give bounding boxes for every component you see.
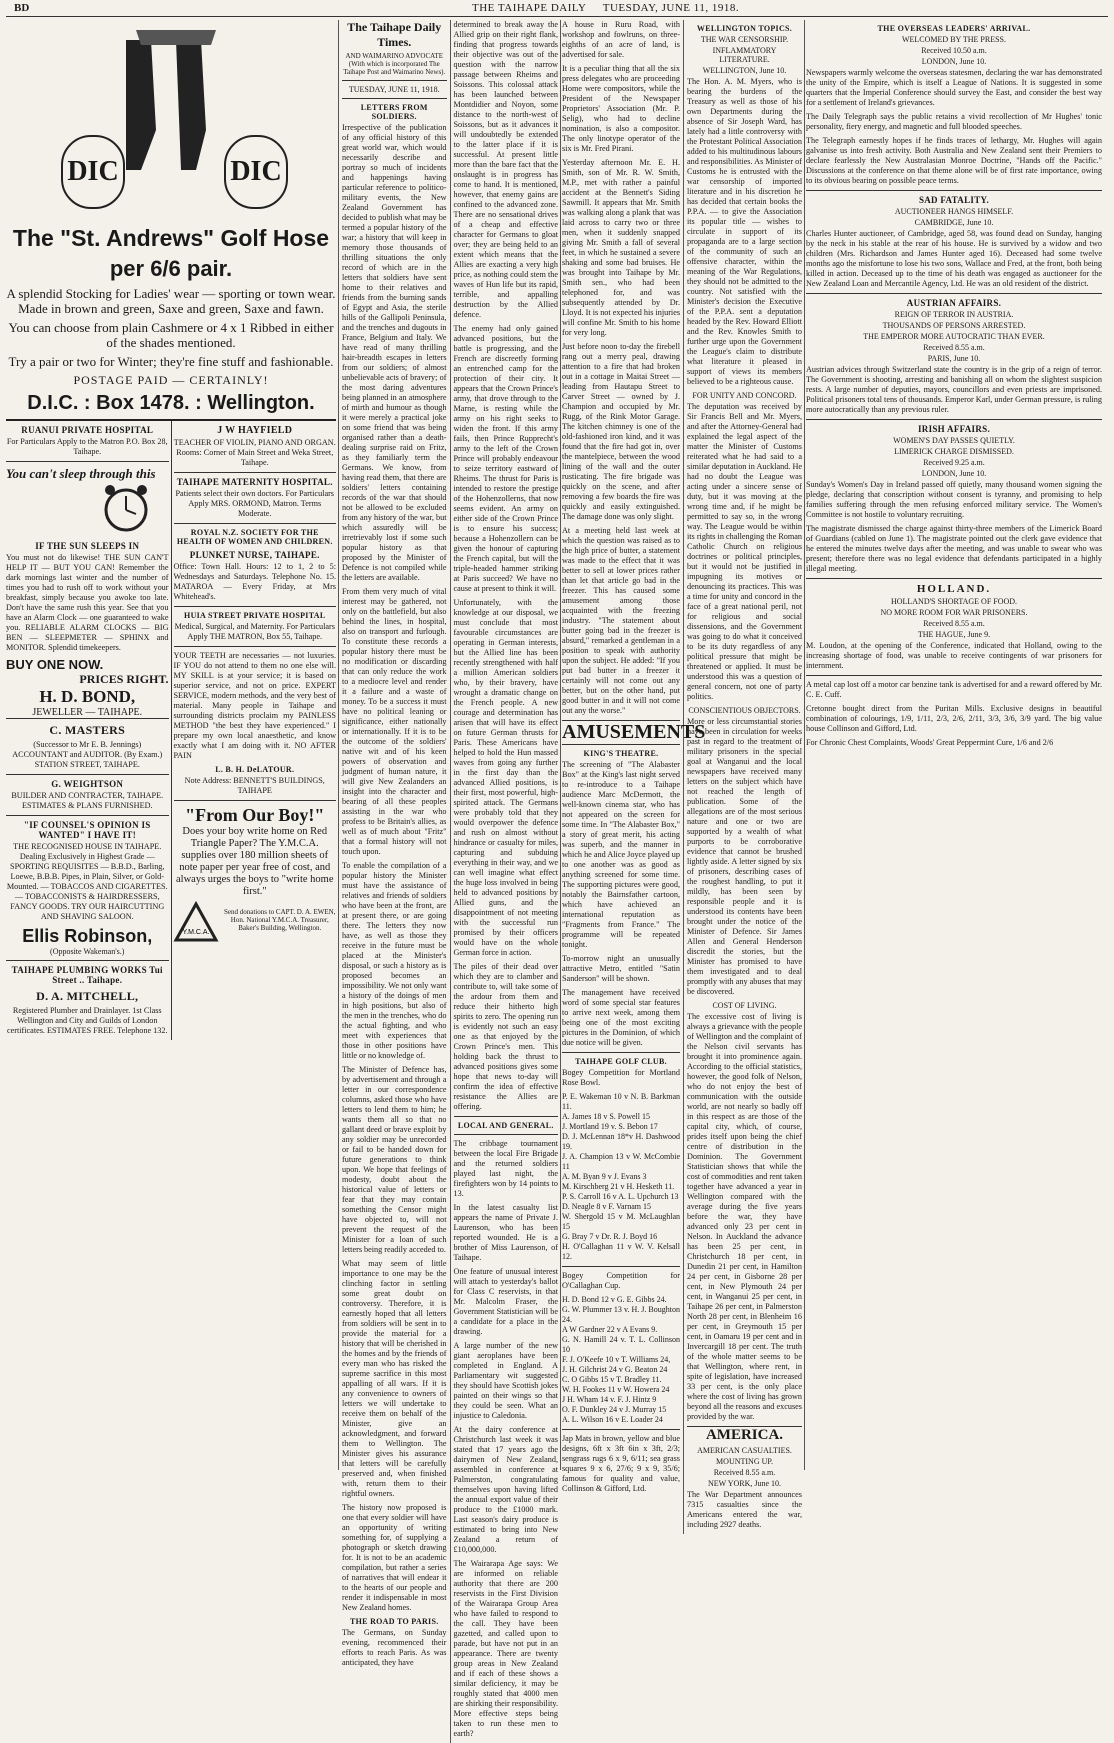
overseas-sub: WELCOMED BY THE PRESS. (901, 35, 1006, 44)
holland-sub-2: NO MORE ROOM FOR WAR PRISONERS. (880, 608, 1028, 617)
irish-p2: The magistrate dismissed the charge against thirty-three members of the Limerick Board of Guardians (cabled on June 1). The magistrate pointed out the clerk gave evidence that he entered the minutes twelve days after the meeting, and was unable to swear who was present; therefore there was no legal evidence that defendants participated in a highly illegal meeting. (806, 524, 1102, 573)
editorial-right (451, 20, 559, 1743)
counsel-heading: "IF COUNSEL'S OPINION IS WANTED" I HAVE IT! (23, 820, 151, 840)
huia-text: Medical, Surgical, and Maternity. For Particulars Apply THE MATRON, Box 55, Taihape. (174, 622, 335, 641)
amusements-heading: AMUSEMENTS (562, 721, 706, 743)
local-p9: Yesterday afternoon Mr. E. H. Smith, son of Mr. R. W. Smith, M.P., met with rather a painful accident at the Bennett's Siding Sawmill. It appears that Mr. Smith was walking along a plank that was laid across to carry two or three men, when it suddenly snapped giving Mr. Smith a fall of several feet, in which he sustained a severe shaking and some bad bruises. He was brought into Taihape by Mr. Smith sen., who had been telephoned for, and was subsequently attended by Dr. Lloyd. It is not expected his injuries will confine Mr. Smith to his home for very long. (562, 158, 681, 337)
austria-heading: AUSTRIAN AFFAIRS. (906, 298, 1002, 308)
hose-illustration (6, 20, 336, 225)
local-column (562, 20, 802, 1529)
local-p6: The Wairarapa Age says: We are informed on reliable authority that there are 200 reservists in the First Division of the Wairarapa Group Area who have failed to respond to the call. They have been gazetted, and called upon to parade, but have not put in an appearance. There are twenty group areas in New Zealand and if each of these shows a similar deficiency, it may be roughly stated that 4000 men are shirking their responsibility. More effective steps being taken to run these men to earth? (453, 1559, 558, 1738)
holland-heading: HOLLAND. (916, 583, 992, 595)
road-p3: The enemy had only gained advanced positions, but the battle is progressing, and the French are discreetly forming an entrenched camp for the protection of their city. It appears that the Crown Prince's army, that drove through to the Marne, is resting while the army on his right seeks to widen the front. If this army fails, then Prince Rupprecht's army to the left of the Crown Prince will probably endeavour to seize territory eastward of Rheims. The thrust for Paris is intended to restore the prestige of the Hohenzollerns, that now seems evident. An army on either side of the Crown Prince is to ensure his success; because a Hohenzollern can be given the honour of capturing the French capital, but will the triple-headed hammer striking at Paris succeed? We have no cause at present to think it will. (453, 324, 558, 593)
golf-score-row: D. Neagle 8 v F. Varnam 15 (562, 1202, 651, 1211)
overseas-p2: The Daily Telegraph says the public retains a vivid recollection of Mr Hughes' tonic personality, fiery energy, and magnetic and full blooded speeches. (806, 112, 1102, 131)
austria-date: PARIS, June 10. (927, 354, 981, 363)
dic-address: D.I.C. : Box 1478. : Wellington. (6, 392, 336, 421)
golf-score-row: H. O'Callaghan 11 v W. V. Kelsall 12. (562, 1242, 680, 1261)
golf-score-cup-row: G. N. Hamill 24 v. T. L. Collinson 10 (562, 1335, 680, 1354)
editorial-date: TUESDAY, JUNE 11, 1918. (348, 85, 440, 94)
overseas-p3: The Telegraph earnestly hopes if he finds traces of lethargy, Mr. Hughes will again galvanise us into fresh activity. Both Australia and New Zealand sent their Premiers to declare fearlessly the New Australasian Monroe Doctrine, "Hands off the Pacific." Discussions at the conference on that theme alone will be of first rate importance, owing to its obvious bearing on possible peace terms. (806, 136, 1102, 185)
road-p2: determined to break away the Allied grip on their right flank, finding that progress towards their objective was out of the question with the narrow passage between Rheims and Soissons. This colossal attack has been launched between Montdidier and Noyon, some distance to the north-west of Soissons, but as it advances it will undoubtedly be extended to the latter place if it is successful. At present little more than the bare fact that the onslaught is in progress has come to hand. It is mentioned, however, that enemy gains are confined to the advanced zone. There are no sensational drives of a cheap and effective character for Germans to gloat over; they are being held to an extent which means that the Allies are exacting a very high price, as nothing could stem the waves of Hun life but its rapid, terrible, and appalling destruction by the Allied defence. (453, 20, 558, 319)
dentist-name: L. B. H. DeLATOUR. (215, 765, 295, 774)
golf-score-row: P. E. Wakeman 10 v N. B. Barkman 11. (562, 1092, 680, 1111)
road-p1: The Germans, on Sunday evening, recommenced their efforts to reach Paris. As was anticipated, they have (342, 1628, 447, 1667)
america-text: The War Department announces 7315 casualties since the Americans entered the war, including 2927 deaths. (687, 1490, 802, 1529)
local-p11: At a meeting held last week at which the question was raised as to the high price of butter, a statement was made to the effect that it was better to sell at lower prices rather than let that article go bad in the freezer. This has caused some amusement among those acquainted with the freezing industry. "The statement about butter going bad in the freezer is absurd," remarked a gentleman in a position to speak with authority upon the subject. He added: "If you put bad butter in a freezer it certainly will not come out any better, but on the other hand, put good butter in and it will not come out any the worse." (562, 526, 680, 715)
wt-p1: The Hon. A. M. Myers, who is bearing the burdens of the Treasury as well as those of his own Departments during the absence of Sir Joseph Ward, has lately had a little controversy with the Protestant Political Association added to his multitudinous labours and responsibilities. As Minister of Customs he is entrusted with the war censorship of imported literature and in his discretion he has decided that certain books the P.P.A. — to give the Association its popular title — wishes to circulate in support of its propaganda are to a large section of the community of such an offensive character, within the meaning of the War Regulations, they should not be admitted to the country. Not satisfied with the Minister's decision the Executive of the P.P.A. sent a deputation headed by the Rev. Howard Elliott and the Rev. Knowles Smith to further urge upon the Government the League's claim to distribute what literature it pleased in support of views its members believed to be a righteous cause. (687, 77, 802, 386)
sleep-slogan: You can't sleep through this (6, 466, 156, 481)
austria-sub: REIGN OF TERROR IN AUSTRIA. (894, 310, 1014, 319)
america-heading: AMERICA. (687, 1426, 802, 1444)
local-left (562, 20, 706, 1534)
editorial-p2: From them very much of vital interest may be gathered, not only on the battlefield, but also behind the lines, in hospital, also on transport and furlough. To constitute these records a popular history there must be no modification or discarding that can only reduce the work to a mediocre level and render it a failure and a waste of money. To be a success it must have no political leaning or significance, either nationally or internationally. If it is to be the outcome of the soldiers' native wit and of his keen powers of observation and judgment of human nature, it will give New Zealanders an insight into the character and bearing of all these peoples assisting in the war who profess to be Britain's allies, as well as of much about "Fritz" that a formal history will not touch upon. (342, 587, 447, 856)
local-heading: LOCAL AND GENERAL. (457, 1121, 554, 1130)
dentist-text: Note Address: BENNETT'S BUILDINGS, TAIHAPE (184, 776, 325, 795)
wt-p2: The deputation was received by Sir Francis Bell and Mr. Myers, and after the Attorney-General had explained the legal aspect of the matter the Minister of Customs reiterated what he had said to a similar deputation in Auckland. He had no doubt the League was acting under a sincere sense of duty, but it was moving at the wrong time and, if he might be permitted to say so, in the wrong way. The League would be within its rights in challenging the Roman Catholic Church on religious doctrines or political principles, but it would not be justified in impugning its motives or denouncing its practices. This was a time for unity and concord in the face of a great national peril, not for religious and social dissensions, and the Government was going to do what it conceived to be its duty regardless of any political pressure that might be threatened or applied. It must be understood this was a question of general concern, not one of party politics. (687, 402, 802, 701)
kings-p1: The screening of "The Alabaster Box" at the King's last night served to re-introduce to a Taihape audience Marc McDermott, the well-known cinema star, who has not appeared on the screen for some time. In "The Alabaster Box," a story of great merit, his acting was superb, and the manner in which he and Alice Joyce played up to one another was as good as anything screened for some time. The supporting pictures were good, notably the Bairnsfather cartoon, which have achieved an international reputation as "Fragments from France." The programme will be repeated tonight. (562, 760, 680, 949)
golf-score-cup-row: W. H. Fookes 11 v W. Howera 24 (562, 1385, 670, 1394)
ymca-triangle-icon (174, 902, 218, 942)
road-p4: Unfortunately, with the knowledge at our disposal, we must conclude that most favourable circumstances are operating in German interests, but the Allied line has been recently strengthened with half a million American soldiers who, by their bravery, have wrought a dramatic change on the French people. A new courage and determination has arisen that will have its effect on future German thrusts for Paris. These Americans have helped to hold the Hun massed waves from going any further in the first day than the advanced Allied positions, is their first, most powerful, high-spirited attack. The Germans were probably told that they would overpower the defence and rush on almost without hindrance or casualty for miles, capturing and subduing everything in their way, and we can well imagine what effect the huge loss involved in being held to advanced positions by Allied guns, and the disappointment of not meeting with the successful run promised by their officers would have on the whole German force in action. (453, 598, 558, 957)
weightson-text: BUILDER AND CONTRACTER, TAIHAPE. ESTIMATES & PLANS FURNISHED. (11, 791, 164, 810)
golf-score-cup-row: C. O Gibbs 15 v T. Bradley 11. (562, 1375, 662, 1384)
ymca-text: Send donations to CAPT. D. A. EWEN, Hon. National Y.M.C.A. Treasurer, Baker's Building, Wellington. (224, 908, 336, 932)
holland-sub: HOLLAND'S SHORTAGE OF FOOD. (890, 597, 1018, 606)
local-p5: At the dairy conference at Christchurch last week it was stated that 17 years ago the dairymen of New Zealand, assembled in conference at Palmerston, congratulating themselves upon having lifted the annual export value of their produce to the £1000 mark. Last season's dairy produce is estimated to bring into New Zealand a return of £10,000,000. (453, 1425, 558, 1554)
mitchell-name: D. A. MITCHELL, (36, 989, 139, 1003)
overseas-received: Received 10.50 a.m. (921, 46, 987, 55)
golf-score-row: P. S. Carroll 16 v A. L. Upchurch 13 (562, 1192, 679, 1201)
fatality-date: CAMBRIDGE, June 10. (914, 218, 994, 227)
mitchell-text: Registered Plumber and Drainlayer. 1st Class Wellington and City and Guilds of London certificates. ESTIMATES FREE. Telephone 132. (7, 1006, 168, 1035)
overseas-p1: Newspapers warmly welcome the overseas statesmen, declaring the war has demonstrated the unity of the Empire, which is itself a League of Nations. It is suggested in some quarters that the Imperial Conference should survey the East, and consider the best way for a settlement of Ireland's grievances. (806, 68, 1102, 107)
wt-subheading: THE WAR CENSORSHIP. (700, 35, 789, 44)
local-p4: A large number of the new giant aeroplanes have been completed in England. A Parliamentary wit suggested they should have Scottish jokes painted on their wings so that they could be seen. What an injustice to Caledonia. (453, 1341, 558, 1420)
golf-score-cup-row: O. F. Dunkley 24 v J. Murray 15 (562, 1405, 667, 1414)
ellis-sub: (Opposite Wakeman's.) (50, 947, 125, 956)
jap-mats-ad: Jap Mats in brown, yellow and blue designs, 6ft x 3ft 6in x 3ft, 2/3; sengrass rugs 6 x 9, 6/11; sea grass squares 9 x 6, 27/6; 9 x 9, 35/6; famous for quality and value, Collinson & Gifford, Ltd. (562, 1434, 680, 1493)
kings-p2: To-morrow night an unusually attractive Metro, entitled "Satin Sanderson" will be shown. (562, 954, 680, 983)
masthead (6, 2, 1108, 17)
wellington-topics (684, 20, 802, 1534)
road-p5: The piles of their dead over which they are to clamber and contribute to, will take some of the ardour from them and reduce their hitherto high spirits to zero. The opening run is evidently not such an easy one as that enjoyed by the Crown Prince's men. This holding back the thrust to advanced positions gives some hope that news to-day will confirm the idea of effective resistance the Allies are offering. (453, 962, 558, 1111)
america-received: Received 8.55 a.m. (713, 1468, 776, 1477)
golf-score-row: A. James 18 v S. Powell 15 (562, 1112, 650, 1121)
wt-p4: The excessive cost of living is always a grievance with the people of Wellington and the complaint of the Nelson civil servants has brought it into prominence again. According to the official statistics, however, the good folk of Nelson, who do not enjoy the best of communication with the outside world, are not nearly so badly off in this respect as are those of the capital city, which, of course, prides itself upon being the chief centre of distribution in the Dominion. The Government Statistician shows that while the cost of commodities and rent taken together have advanced a year in Wellington compared with the average during the five years before the war, they have advanced only 23 per cent in Nelson. In Auckland the advance has been 25 per cent, in Christchurch 18 per cent, in Dunedin 21 per cent, in Hamilton 24 per cent, in Gisborne 28 per cent, in New Plymouth 24 per cent, in Wanganui 25 per cent, in Taihape 26 per cent, in Palmerston North 28 per cent, in Blenheim 16 per cent, in Greymouth 15 per cent, in Oamaru 19 per cent and in Invercargill 18 per cent. The truth of the whole matter seems to be that Wellington, where rent, in spite of legislation, have increased 33 per cent, is the only place where the cost of living has grown beyond all the reasons and excuses provided by the war. (687, 1012, 802, 1421)
counsel-text: THE RECOGNISED HOUSE IN TAIHAPE. Dealing Exclusively in Highest Grade — SPORTING REQUISITES — B.B.D., Barling, Loewe, B.B.B. Pipes, in Plain, Silver, or Gold-Mounted. — TOBACCOS AND CIGARETTES. — TOBACCONISTS & HAIRDRESSERS, FANCY GOODS. TRY OUR HAIRCUTTING AND SHAVING SALOON. (6, 842, 168, 921)
fatality-sub: AUCTIONEER HANGS HIMSELF. (894, 207, 1014, 216)
hayfield-text: TEACHER OF VIOLIN, PIANO AND ORGAN. Rooms: Corner of Main Street and Weka Street, Taihape. (173, 438, 336, 467)
america-subheading: AMERICAN CASUALTIES. (697, 1446, 792, 1455)
america-subheading-2: MOUNTING UP. (716, 1457, 773, 1466)
dic-badge-left: DIC (61, 135, 125, 209)
kings-heading: KING'S THEATRE. (583, 749, 659, 758)
irish-heading: IRISH AFFAIRS. (917, 424, 991, 434)
editorial-p5: What may seem of little importance to one may be the clinching factor in settling some great doubt on controversy. Therefore, it is earnestly hoped that all letters from soldiers will be sent in to provide the material for a history that will be cherished in the homes and by the friends of every man who has risked the supreme sacrifice in this most appalling of all wars. If it is any convenience to owners of letters we will undertake to receive them on behalf of the Minister, give an acknowledgment, and forward them to Wellington. The Minister gives his assurance that letters will be carefully preserved and, when finished with, return them to their rightful owners. (342, 1259, 447, 1498)
col-heading: COST OF LIVING. (712, 1001, 777, 1010)
austria-received: Received 8.55 a.m. (923, 343, 985, 352)
ymca-label: Y.M.C.A. (181, 929, 210, 936)
editorial-left (342, 20, 451, 1743)
golf-score-cup-row: G. W. Plummer 13 v. H. J. Boughton 24. (562, 1305, 680, 1324)
golf-intro-2: Bogey Competition for O'Callaghan Cup. (562, 1271, 680, 1290)
golf-score-cup-row: F. J. O'Keefe 10 v T. Williams 24, (562, 1355, 671, 1364)
golf-score-row: J. A. Champion 13 v W. McCombie 11 (562, 1152, 680, 1171)
irish-p1: Sunday's Women's Day in Ireland passed off quietly, many thousand women signing the pledge, declaring that conscription without consent is tyranny, and promising to help families suffering through the men refusing enforced military service. The Women's Committee is not hostile to voluntary recruiting. (806, 480, 1102, 519)
plunket-text: Office: Town Hall. Hours: 12 to 1, 2 to 5: Wednesdays and Saturdays. Telephone No. 15. MATAROA — Every Friday, at Mrs Whitehead's. (173, 562, 336, 601)
paper-title: The Taihape Daily Times. (347, 20, 442, 49)
hose-desc-1: A splendid Stocking for Ladies' wear — sporting or town wear. Made in brown and green, Saxe and green, Saxe and fawn. (6, 286, 336, 316)
postage-line: POSTAGE PAID — CERTAINLY! (73, 373, 269, 387)
hose-title: The "St. Andrews" Golf Hose (12, 225, 330, 251)
unity-heading: FOR UNITY AND CONCORD. (692, 391, 797, 400)
golf-score-row: A. M. Byan 9 v J. Evans 3 (562, 1172, 647, 1181)
golf-score-row: D. J. McLennan 18*v H. Dashwood 19. (562, 1132, 680, 1151)
austria-sub-3: THE EMPEROR MORE AUTOCRATIC THAN EVER. (863, 332, 1045, 341)
austria-p1: Austrian advices through Switzerland state the country is in the grip of a reign of terror. The Government is shooting, arresting and banishing all on whom the slightest suspicion rests. A large number of deputies, mayors, councillors and even priests are imprisoned. Political prisoners total tens of thousands. Emperor Karl, under German pressure, is ruling more autocratically than any previous ruler. (806, 365, 1102, 414)
ad-grid (6, 421, 336, 1040)
masters-name: C. MASTERS (49, 723, 126, 737)
maternity-text: Patients select their own doctors. For Particulars Apply MRS. ORMOND, Matron. Terms Moderate. (175, 489, 334, 518)
editorial-p1: Irrespective of the publication of any official history of this great world war, which would necessarily describe and portray so much of incidents and happenings having particular reference to politico-military events, the New Zealand Government has decided to publish what may be termed a popular history of the war; a history that will keep in memory those thousands of thrilling situations the only record of which are in the letters that soldiers have sent home to their relatives and friends from the burning sands of Egypt and Asia, the sterile hills of the Gallipoli Peninsula, and the trenches and dugouts in France, Belgium and Italy. We have read of many thrilling hair-breadth escapes in letters from our soldiers; of almost unbelievable acts of bravery; of the most daring adventures being planned in an atmosphere of mirth and humour as though it were merely a practical joke on some friend that was being organised rather than a death-dealing surprise raid on Fritz, as they familiarly term the Germans. We know, from having read them, that there are soldiers' letters containing records of the war that should not be allowed to be excluded from any history of the war, but which assuredly will be irretrievably lost if some such popular history as that proposed by the Minister of Defence is not compiled while the letters are available. (342, 123, 447, 582)
wt-date: WELLINGTON, June 10. (702, 66, 787, 75)
boy-heading: "From Our Boy!" (185, 805, 325, 825)
buy-now: BUY ONE NOW. (6, 657, 104, 672)
kings-p3: The management have received word of some special star features to arrive next week, among them being one of the most exciting pictures in the Dominion, of which due notice will be given. (562, 988, 680, 1047)
editorial-p4: The Minister of Defence has, by advertisement and through a letter in our correspondence columns, asked those who have letters to lend them to him; he wants them all so that no gallant deed or brave exploit by any soldier may be unrecorded or fail to be handed down for future generations to think upon. We hope that feelings of modesty, doubt about the historical value of letters or fear that they may contain something the Censor might have objected to, will not prevent the request of the Minister for a loan of such letters being readily acceded to. (342, 1065, 447, 1254)
golf-heading: TAIHAPE GOLF CLUB. (575, 1057, 667, 1066)
ad-right-subcolumn (172, 421, 337, 1040)
overseas-heading: THE OVERSEAS LEADERS' ARRIVAL. (877, 24, 1031, 33)
golf-score-cup-row: J. H. Gilchrist 24 v G. Beaton 24 (562, 1365, 668, 1374)
local-p8: It is a peculiar thing that all the six press delegates who are proceeding Home were compositors, while the President of the Newspaper Proprietors' Association (Mr. P. Selig), who had to decline nomination, is also a compositor. The only linotype operator of the six is Mr. Fred Pirani. (562, 64, 680, 153)
co-heading: CONSCIENTIOUS OBJECTORS. (688, 706, 801, 715)
cretonne-ad: Cretonne bought direct from the Puritan Mills. Exclusive designs in beautiful combination of colourings, 1/9, 1/11, 2/3, 2/6, 2/11, 3/3, 3/6, 3/9 yard. The big value house Collinson and Gifford, Ltd. (806, 704, 1102, 733)
irish-sub: WOMEN'S DAY PASSES QUIETLY. (893, 436, 1015, 445)
irish-date: LONDON, June 10. (921, 469, 987, 478)
cap-lost: A metal cap lost off a motor car benzine tank is advertised for and a reward offered by Mr. C. E. Cuff. (806, 680, 1102, 699)
golf-score-row: J. Mortland 19 v. S. Bebon 17 (562, 1122, 658, 1131)
local-p3: One feature of unusual interest will attach to yesterday's ballot for Class C reservists, in that Mr. Malcolm Fraser, the Government Statistician will be a candidate for a place in the drawing. (453, 1267, 558, 1336)
austria-sub-2: THOUSANDS OF PERSONS ARRESTED. (882, 321, 1026, 330)
editorial-heading: LETTERS FROM SOLDIERS. (360, 103, 428, 121)
hose-price: per 6/6 pair. (109, 256, 233, 281)
editorial-column (342, 20, 558, 1738)
teeth-text: YOUR TEETH are necessaries — not luxuries. IF YOU do not attend to them no one else will. MY SKILL is at your service; it is based on superior service, and not on price. EXPERT SERVICE, modern methods, and the very best of material. Many people in Taihape and surrounding districts proclaim my PAINLESS METHOD "the best they have experienced." I prepare my own local anaesthetic, and know exactly what I am doing with it. NO AFTER PAIN (173, 651, 336, 760)
alarm-clock-icon (96, 482, 156, 532)
golf-scores-1 (562, 1092, 680, 1262)
wt-subheading-2: INFLAMMATORY LITERATURE. (712, 46, 777, 64)
plunket-heading: PLUNKET NURSE, TAIHAPE. (189, 550, 320, 560)
editorial-p6: The history now proposed is one that every soldier will have an opportunity of writing something for, of supplying a photograph or sketch drawing for. It is not to be an academic compilation, but rather a series of narratives that will endear it to the hearts of our people and render it indispensable in most New Zealand homes. (342, 1503, 447, 1612)
holland-date: THE HAGUE, June 9. (917, 630, 991, 639)
hose-desc-3: Try a pair or two for Winter; they're fine stuff and fashionable. (8, 354, 334, 369)
irish-sub-2: LIMERICK CHARGE DISMISSED. (894, 447, 1014, 456)
ad-left-subcolumn (6, 421, 172, 1040)
cable-news-column (806, 20, 1102, 1470)
fatality-p1: Charles Hunter auctioneer, of Cambridge, aged 58, was found dead on Sunday, hanging by the neck in his stable at the rear of his house. He is survived by a widow and two children (Mrs. Richardson and James Hunter aged 16). Deceased had some twelve months ago the misfortune to lose his two sons, Wallace and Fred, at the front, both being killed in action. Deceased up to the time of his death was engaged as auctioneer for the New Zealand Loan and Mercantile Agency, Ltd. He was an old resident of the district. (806, 229, 1102, 288)
overseas-date: LONDON, June 10. (921, 57, 987, 66)
peppermint-ad: For Chronic Chest Complaints, Woods' Great Peppermint Cure, 1/6 and 2/6 (806, 738, 1054, 747)
golf-intro: Bogey Competition for Mortland Rose Bowl. (562, 1068, 680, 1087)
golf-score-cup-row: A. L. Wilson 16 v E. Loader 24 (562, 1415, 663, 1424)
america-date: NEW YORK, June 10. (707, 1479, 782, 1488)
plunket-society: ROYAL N.Z. SOCIETY FOR THE HEALTH OF WOMEN AND CHILDREN. (176, 528, 333, 546)
local-p7: A house in Ruru Road, with workshop and fowlruns, on three-eighths of an acre of land, is advertised for sale. (562, 20, 680, 59)
local-p2: In the latest casualty list appears the name of Private J. Laurenson, who has been reported wounded. He is a brother of Miss Laurenson, of Taihape. (453, 1203, 558, 1262)
fatality-heading: SAD FATALITY. (918, 195, 990, 205)
hayfield-name: J W HAYFIELD (217, 425, 293, 436)
golf-score-row: G. Bray 7 v Dr. R. J. Boyd 16 (562, 1232, 658, 1241)
ruanui-heading: RUANUI PRIVATE HOSPITAL (21, 425, 154, 435)
wt-p3: More or less circumstantial stories have been in circulation for weeks past in regard to the treatment of military prisoners in the special goal at Wanganui and the local newspapers have received many letters on the subject which have not reached the length of publication. Some of the allegations are of the most serious nature and one or two are supported by a wealth of what purports to be corroborative evidence that cannot be brushed lightly aside. A letter signed by six of prisoners, describing cases of the roughest handling, to put it mildly, has been seen by responsible people and it is understood its contents have been brought under the notice of the Minister of Defence. Sir James Allen and General Henderson discredit the stories, but the Minister has promised to have them investigated and to deal promptly with any abuses that may be discovered. (687, 717, 802, 996)
sun-text: You must not do likewise! THE SUN CAN'T HELP IT — BUT YOU CAN! Remember the dark mornings last winter and the number of times you had to rush off to work without your breakfast, simply because you awoke too late. Don't have the same rush this year. See that you have an Alarm Clock — one guaranteed to wake you. RELIABLE ALARM CLOCKS — BIG BEN — SLEEPMETER — SPHINX and MONITOR. Splendid timekeepers. (6, 553, 169, 652)
plumbing-heading: TAIHAPE PLUMBING WORKS Tui Street .. Taihape. (11, 965, 163, 985)
irish-received: Received 9.25 a.m. (923, 458, 985, 467)
holland-received: Received 8.55 a.m. (923, 619, 985, 628)
local-p10: Just before noon to-day the firebell rang out a merry peal, drawing attention to a fire that had broken out in a cottage in Maitai Street — leading from Hautapu Street to Carver Street — owned by J. Champion and occupied by Mr. Rugg, of the Rink Motor Garage. The kitchen chimney is one of the old-fashioned iron kind, and it was found that the fire had got in, over the mantelpiece, between the wood lining of the wall and the outer rusticating. The fire brigade was quickly on the scene, and after removing a few boards the fire was quickly and easily extinguished. The damage done was only slight. (562, 342, 680, 521)
ellis-name: Ellis Robinson, (22, 926, 153, 946)
golf-scores-2 (562, 1295, 680, 1425)
local-p1: The cribbage tournament between the local Fire Brigade and the returned soldiers played last night, the firefighters won by 14 points to 13. (453, 1139, 558, 1198)
golf-score-cup-row: J H. Wham 14 v. F. J. Hintz 9 (562, 1395, 657, 1404)
golf-score-row: W. Shergold 15 v M. McLaughlan 15 (562, 1212, 680, 1231)
masters-text: (Successor to Mr E. B. Jennings) ACCOUNTANT and AUDITOR. (By Exam.) STATION STREET, TAIHAPE. (12, 740, 163, 769)
golf-score-cup-row: A W Gardner 22 v A Evans 9. (562, 1325, 658, 1334)
prices-right: PRICES RIGHT. (79, 672, 169, 686)
road-heading: THE ROAD TO PARIS. (349, 1617, 439, 1626)
hose-desc-2: You can choose from plain Cashmere or 4 x 1 Ribbed in either of the shades mentioned. (8, 320, 334, 350)
golf-score-cup-row: H. D. Bond 12 v G. E. Gibbs 24. (562, 1295, 667, 1304)
holland-p1: M. Loudon, at the opening of the Conference, indicated that Holland, owing to the increasing shortage of food, was unable to receive contingents of war prisoners for internment. (806, 641, 1102, 670)
editorial-p3: To enable the compilation of a popular history the Minister must have the assistance of relatives and friends of soldiers who have been at the front, are at present there, or are going there. The letters they now have, as well as those they receive in the future must be placed at the Minister's disposal, or such a history as is proposed becomes an impossibility. We not only want a history of the doings of men in high positions, but also of the men in the trenches, who do the actual fighting, and who meet with experiences that those in other positions have little or no knowledge of. (342, 861, 447, 1060)
wt-heading: WELLINGTON TOPICS. (696, 24, 793, 33)
masthead-date: TUESDAY, JUNE 11, 1918. (602, 2, 740, 14)
bond-sub: JEWELLER — TAIHAPE. (6, 707, 169, 719)
huia-heading: HUIA STREET PRIVATE HOSPITAL (184, 611, 326, 620)
paper-subtitle: AND WAIMARINO ADVOCATE (With which is incorporated The Taihape Post and Waimarino News). (343, 52, 446, 76)
stocking-legs-illustration (6, 20, 336, 225)
dic-badge-right: DIC (224, 135, 288, 209)
maternity-heading: TAIHAPE MATERNITY HOSPITAL. (176, 477, 333, 487)
bond-name: H. D. BOND, (39, 687, 136, 706)
boy-text: Does your boy write home on Red Triangle Paper? The Y.M.C.A. supplies over 180 million sheets of note paper per year free of cost, and always urges the boys to "write home first." (176, 826, 334, 897)
masthead-left: BD (14, 2, 30, 14)
ad-column (6, 20, 336, 1470)
weightson-name: G. WEIGHTSON (51, 779, 124, 789)
masthead-title: THE TAIHAPE DAILY TUESDAY, JUNE 11, 1918. (472, 2, 740, 14)
sun-heading: IF THE SUN SLEEPS IN (35, 541, 140, 551)
golf-score-row: M. Kirschberg 21 v H. Hesketh 11. (562, 1182, 675, 1191)
ruanui-text: For Particulars Apply to the Matron P.O. Box 28, Taihape. (6, 437, 168, 456)
